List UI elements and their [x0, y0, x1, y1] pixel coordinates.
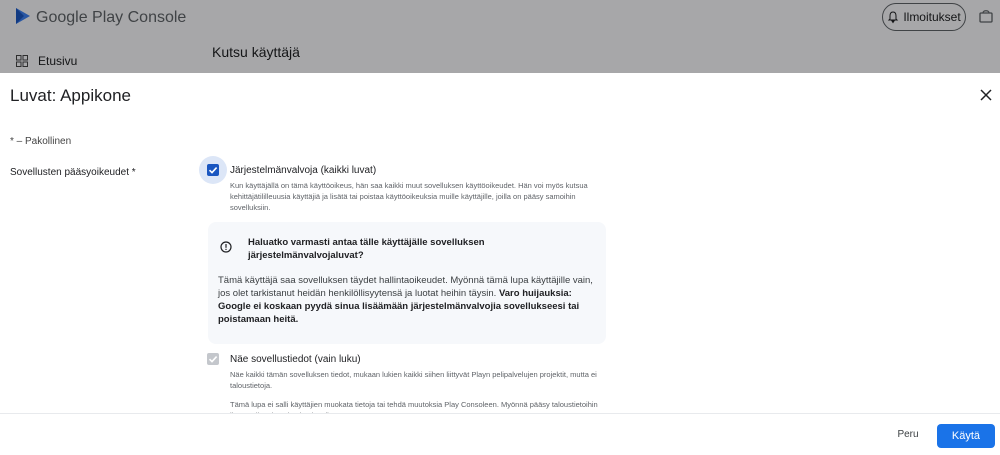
admin-checkbox[interactable] — [207, 164, 219, 176]
close-icon — [978, 87, 994, 103]
apply-button[interactable]: Käytä — [937, 424, 995, 448]
permissions-dialog — [0, 73, 1000, 455]
admin-warning-box — [208, 222, 606, 344]
dialog-title: Luvat: Appikone — [10, 86, 131, 105]
checkmark-icon — [207, 353, 219, 365]
dialog-footer — [0, 413, 1000, 455]
cancel-button[interactable]: Peru — [888, 425, 928, 445]
view-option-title: Näe sovellustiedot (vain luku) — [230, 354, 361, 365]
view-option-description: Näe kaikki tämän sovelluksen tiedot, mukaan lukien kaikki siihen liittyvät Playn pelipalvelujen projektit, mutta ei taloustietoja. — [230, 370, 597, 390]
checkmark-icon — [207, 164, 219, 176]
dialog-content — [0, 125, 1000, 413]
brand-title: Google Play Console — [36, 9, 187, 26]
warning-bold-text: Varo huijauksia: Google ei koskaan pyydä sinua lisäämään järjestelmänvalvojia sovellukseesi tai poistamaan heitä. — [218, 288, 580, 325]
admin-option-description: Kun käyttäjällä on tämä käyttöoikeus, hän saa kaikki muut sovelluksen käyttöoikeudet. Hän voi myös kutsua kehittäjätililleuusia käyttäjiä ja lisätä tai poistaa käyttöoikeuksia muille käyttäjille, joilla on pääsy samoihin sovelluksiin. — [230, 181, 588, 212]
page-heading: Kutsu käyttäjä — [212, 44, 300, 60]
warning-body: Tämä käyttäjä saa sovelluksen täydet hallintaoikeudet. Myönnä tämä lupa käyttäjille vain, jos olet tarkistanut heidän henkilöllisyytensä ja luotat heihin täysin. Varo huijauksia: Google ei koskaan pyydä sinua lisäämään järjestelmänvalvojia sovellukseesi tai poistamaan heitä. — [218, 275, 593, 325]
view-app-info-checkbox — [207, 353, 219, 365]
close-button[interactable] — [978, 87, 994, 103]
admin-option-title: Järjestelmänvalvoja (kaikki luvat) — [230, 165, 377, 176]
view-option-note: Tämä lupa ei salli käyttäjien muokata tietoja tai tehdä muutoksia Play Consoleen. Myönnä pääsy taloustietoihin — [230, 400, 598, 409]
warning-title: Haluatko varmasti antaa tälle käyttäjälle sovelluksen järjestelmänvalvojaluvat? — [248, 237, 485, 261]
required-note: * – Pakollinen — [10, 136, 72, 147]
info-icon — [220, 240, 232, 252]
notifications-label: Ilmoitukset — [903, 10, 961, 24]
sidebar-item-label: Etusivu — [38, 54, 78, 68]
app-access-label: Sovellusten pääsyoikeudet * — [10, 167, 136, 178]
